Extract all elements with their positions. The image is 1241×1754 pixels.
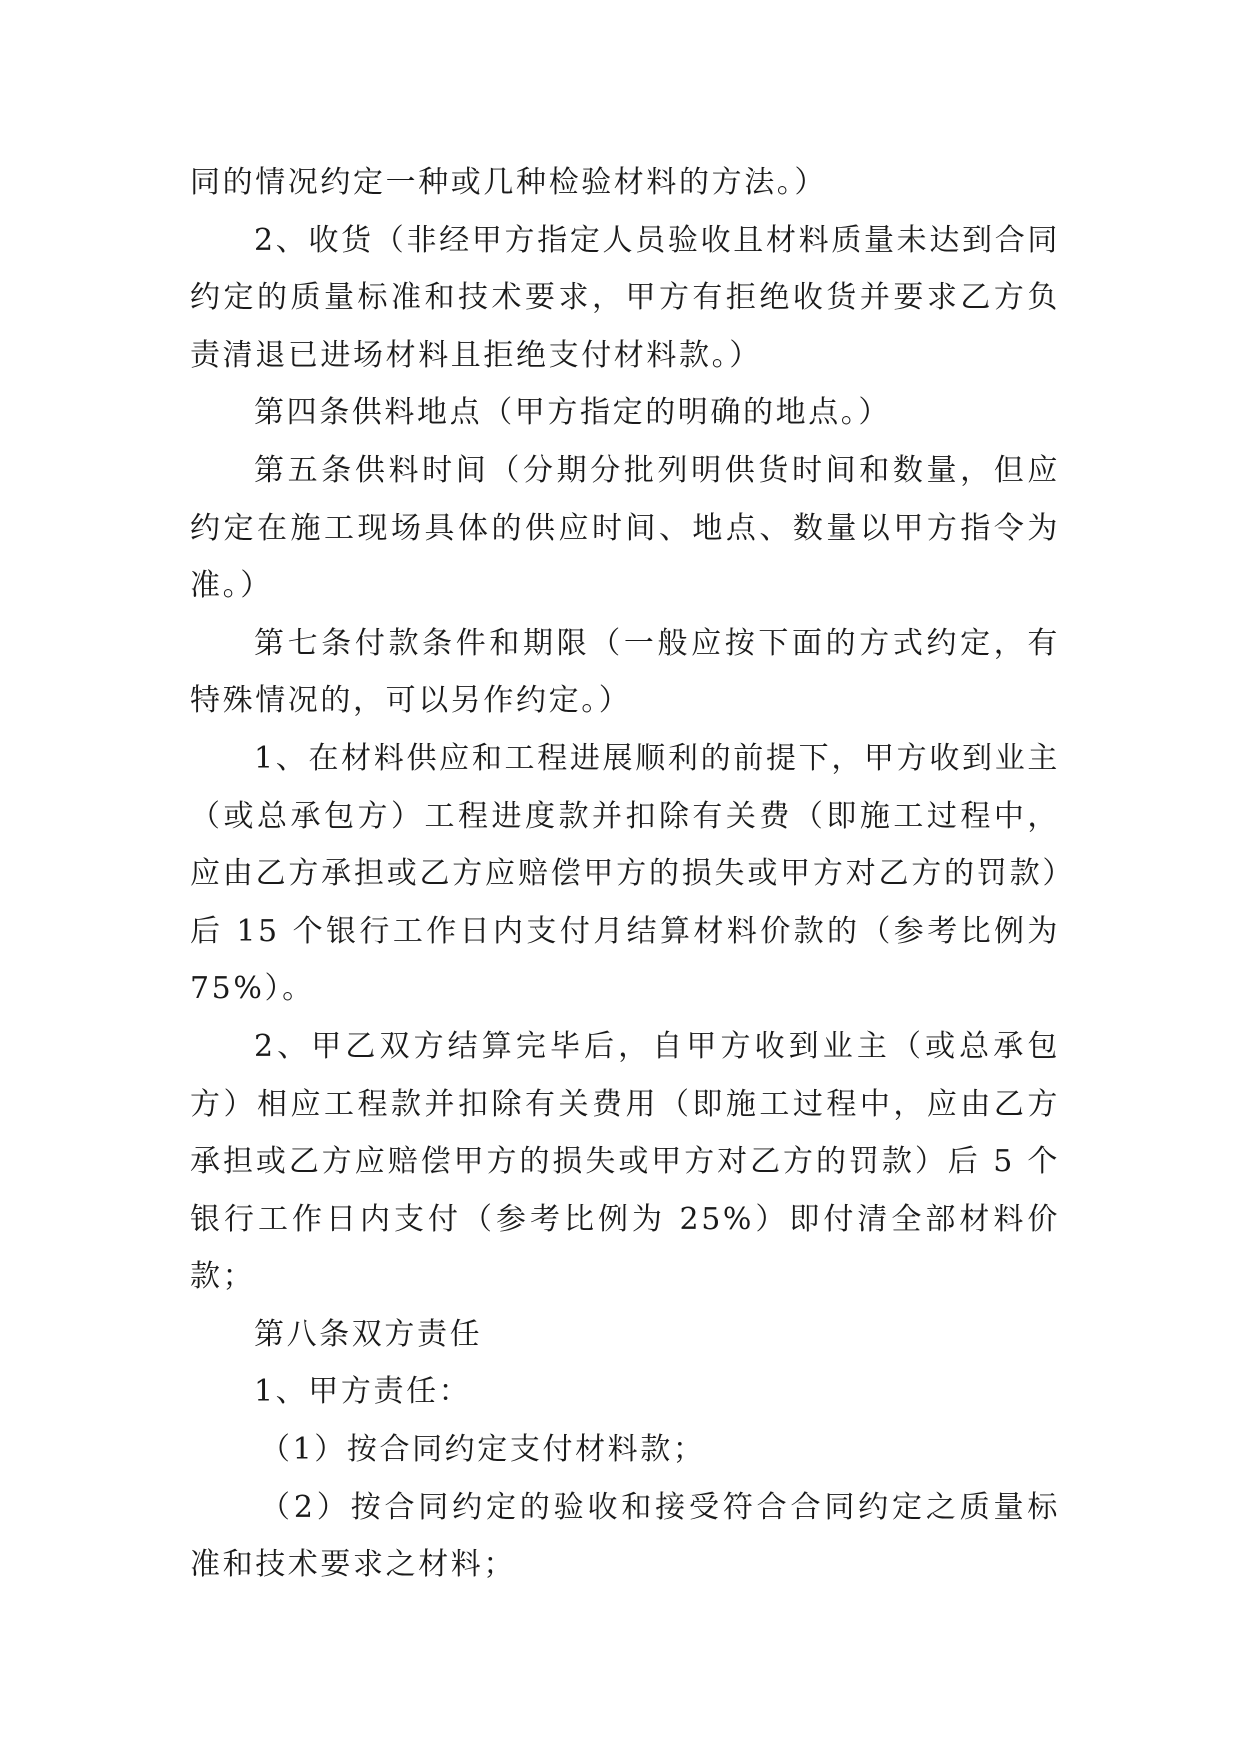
document-body xyxy=(190,154,1060,1594)
paragraph-payment-2: 2、甲乙双方结算完毕后，自甲方收到业主（或总承包方）相应工程款并扣除有关费用（即施工过程中，应由乙方承担或乙方应赔偿甲方的损失或甲方对乙方的罚款）后 5 个银行工作日内支付（参考比例为 25%）即付清全部材料价款； xyxy=(190,1028,1060,1295)
paragraph-duty-item-1: （1）按合同约定支付材料款； xyxy=(260,1432,706,1468)
paragraph-party-a-duty: 1、甲方责任： xyxy=(254,1374,472,1410)
paragraph-continuation: 同的情况约定一种或几种检验材料的方法。） xyxy=(190,165,827,200)
paragraph-duty-item-2: （2）按合同约定的验收和接受符合合同约定之质量标准和技术要求之材料； xyxy=(190,1489,1060,1583)
paragraph-article-4: 第四条供料地点（甲方指定的明确的地点。） xyxy=(254,395,891,431)
paragraph-payment-1: 1、在材料供应和工程进展顺利的前提下，甲方收到业主（或总承包方）工程进度款并扣除有关费（即施工过程中，应由乙方承担或乙方应赔偿甲方的损失或甲方对乙方的罚款）后 15 个银行工作日内支付月结算材料价款的（参考比例为 75%）。 xyxy=(190,740,1060,1007)
paragraph-article-7: 第七条付款条件和期限（一般应按下面的方式约定，有特殊情况的，可以另作约定。） xyxy=(190,625,1060,719)
paragraph-article-5: 第五条供料时间（分期分批列明供货时间和数量，但应约定在施工现场具体的供应时间、地点、数量以甲方指令为准。） xyxy=(190,452,1060,604)
paragraph-article-8: 第八条双方责任 xyxy=(254,1316,483,1352)
paragraph-receipt: 2、收货（非经甲方指定人员验收且材料质量未达到合同约定的质量标准和技术要求，甲方有拒绝收货并要求乙方负责清退已进场材料且拒绝支付材料款。） xyxy=(190,222,1060,373)
